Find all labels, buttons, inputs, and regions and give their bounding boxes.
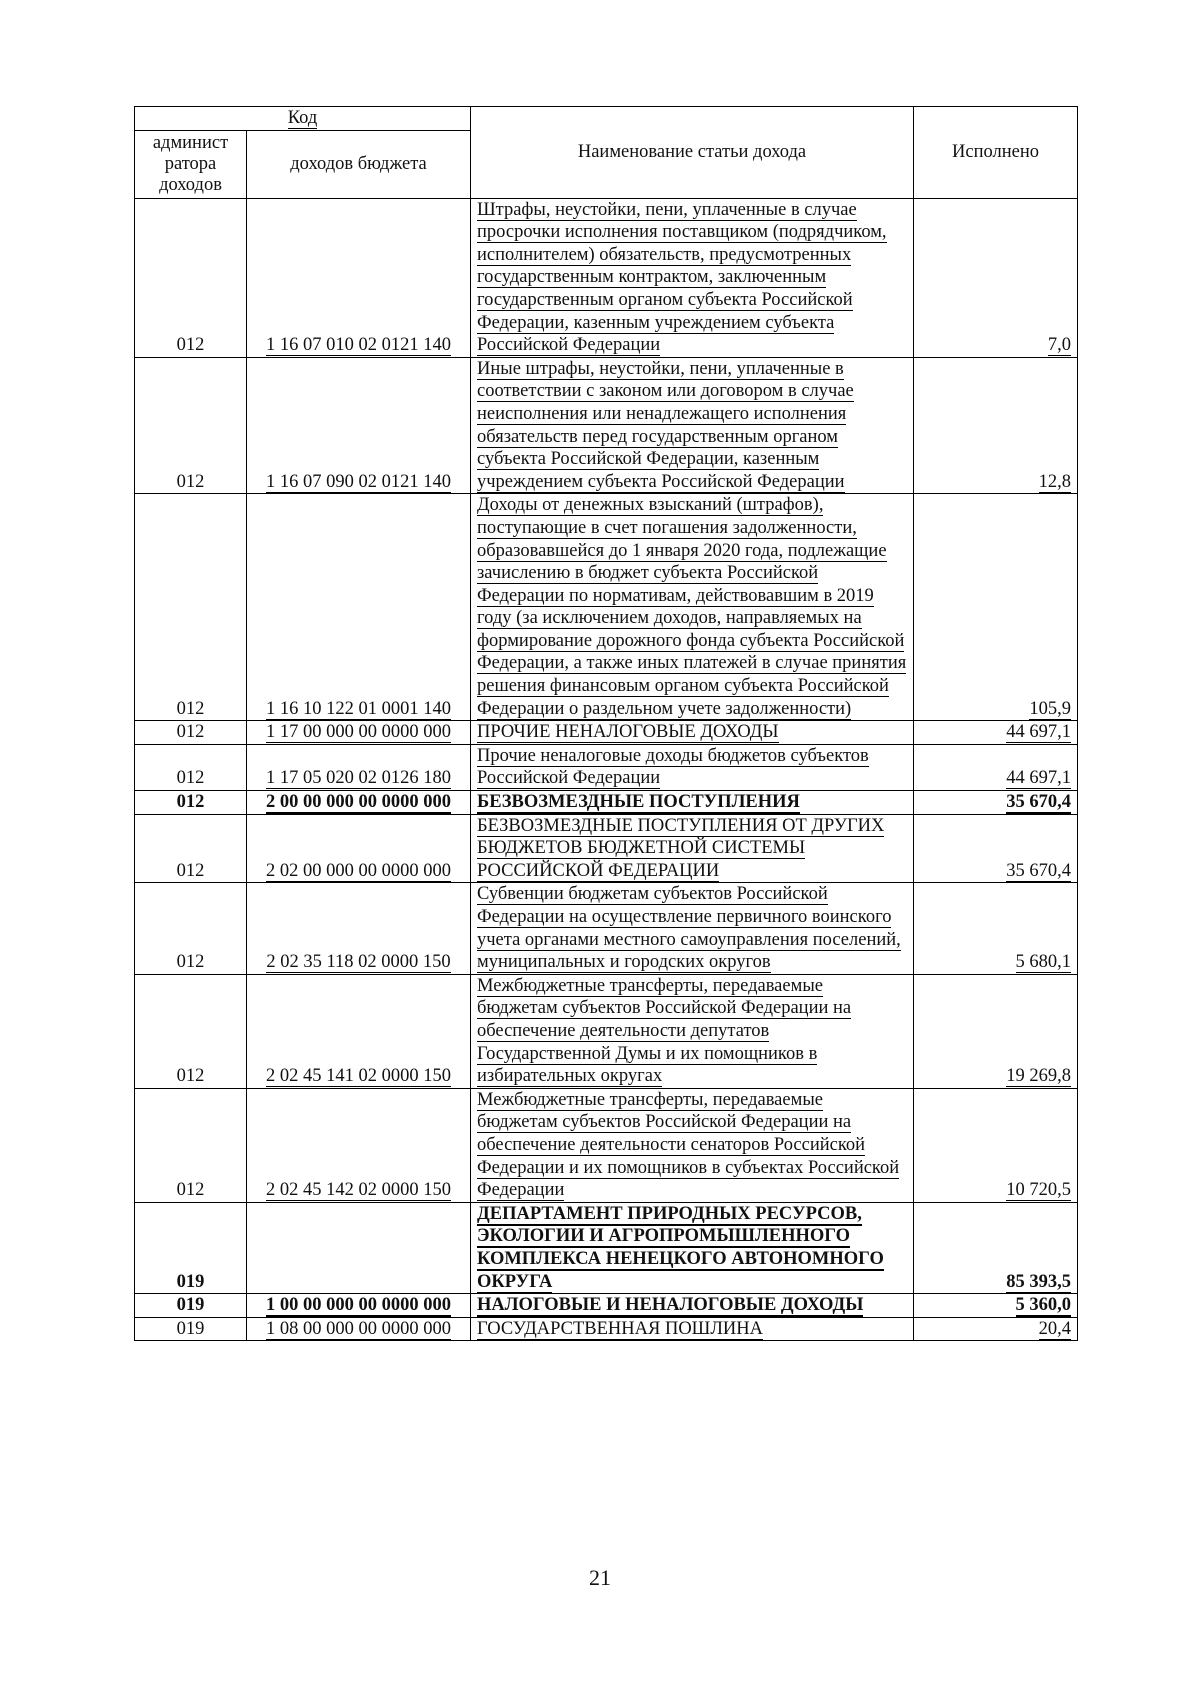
table-row bbox=[135, 791, 1078, 815]
header-admin: админист ратора доходов bbox=[135, 130, 247, 198]
row-item-name: Межбюджетные трансферты, передаваемые бюджетам субъектов Российской Федерации на обеспечение деятельности сенаторов Российской Федерации и их помощников в субъектах Российской Федерации bbox=[471, 1088, 914, 1202]
header-budget: доходов бюджета bbox=[247, 130, 471, 198]
header-row-top bbox=[135, 107, 1078, 131]
row-admin-code: 012 bbox=[135, 1088, 247, 1202]
row-budget-code: 2 02 45 141 02 0000 150 bbox=[247, 974, 471, 1088]
row-amount: 19 269,8 bbox=[914, 974, 1078, 1088]
table-row bbox=[135, 974, 1078, 1088]
row-amount: 5 360,0 bbox=[914, 1294, 1078, 1318]
row-budget-code: 1 00 00 000 00 0000 000 bbox=[247, 1294, 471, 1318]
row-admin-code: 012 bbox=[135, 357, 247, 494]
header-executed: Исполнено bbox=[914, 107, 1078, 199]
row-amount: 10 720,5 bbox=[914, 1088, 1078, 1202]
revenue-table bbox=[134, 106, 1078, 1341]
table-row bbox=[135, 1202, 1078, 1293]
table-row bbox=[135, 1088, 1078, 1202]
table-row bbox=[135, 1294, 1078, 1318]
table-row bbox=[135, 494, 1078, 721]
row-amount: 105,9 bbox=[914, 494, 1078, 721]
row-amount: 44 697,1 bbox=[914, 744, 1078, 790]
row-budget-code: 1 08 00 000 00 0000 000 bbox=[247, 1317, 471, 1341]
row-admin-code: 012 bbox=[135, 721, 247, 745]
row-admin-code: 012 bbox=[135, 814, 247, 883]
row-admin-code: 012 bbox=[135, 744, 247, 790]
row-budget-code: 1 17 05 020 02 0126 180 bbox=[247, 744, 471, 790]
row-amount: 44 697,1 bbox=[914, 721, 1078, 745]
row-admin-code: 012 bbox=[135, 198, 247, 357]
row-admin-code: 019 bbox=[135, 1317, 247, 1341]
row-item-name: Прочие неналоговые доходы бюджетов субъектов Российской Федерации bbox=[471, 744, 914, 790]
row-item-name: Межбюджетные трансферты, передаваемые бюджетам субъектов Российской Федерации на обеспечение деятельности депутатов Государственной Думы и их помощников в избирательных округах bbox=[471, 974, 914, 1088]
row-budget-code: 1 16 10 122 01 0001 140 bbox=[247, 494, 471, 721]
table-row bbox=[135, 1317, 1078, 1341]
row-item-name: БЕЗВОЗМЕЗДНЫЕ ПОСТУПЛЕНИЯ ОТ ДРУГИХ БЮДЖЕТОВ БЮДЖЕТНОЙ СИСТЕМЫ РОССИЙСКОЙ ФЕДЕРАЦИИ bbox=[471, 814, 914, 883]
header-name: Наименование статьи дохода bbox=[471, 107, 914, 199]
row-admin-code: 012 bbox=[135, 494, 247, 721]
row-budget-code: 1 16 07 010 02 0121 140 bbox=[247, 198, 471, 357]
row-item-name: Субвенции бюджетам субъектов Российской Федерации на осуществление первичного воинского учета органами местного самоуправления поселений, муниципальных и городских округов bbox=[471, 883, 914, 974]
row-amount: 12,8 bbox=[914, 357, 1078, 494]
row-budget-code: 1 16 07 090 02 0121 140 bbox=[247, 357, 471, 494]
row-amount: 85 393,5 bbox=[914, 1202, 1078, 1293]
table-row bbox=[135, 744, 1078, 790]
row-item-name: ГОСУДАРСТВЕННАЯ ПОШЛИНА bbox=[471, 1317, 914, 1341]
table-row bbox=[135, 721, 1078, 745]
row-budget-code: 2 00 00 000 00 0000 000 bbox=[247, 791, 471, 815]
table-row bbox=[135, 198, 1078, 357]
header-code-group: Код bbox=[135, 107, 471, 131]
row-item-name: Штрафы, неустойки, пени, уплаченные в случае просрочки исполнения поставщиком (подрядчиком, исполнителем) обязательств, предусмотренных государственным контрактом, заключенным государственным органом субъекта Российской Федерации, казенным учреждением субъекта Российской Федерации bbox=[471, 198, 914, 357]
row-amount: 35 670,4 bbox=[914, 814, 1078, 883]
row-item-name: ДЕПАРТАМЕНТ ПРИРОДНЫХ РЕСУРСОВ, ЭКОЛОГИИ И АГРОПРОМЫШЛЕННОГО КОМПЛЕКСА НЕНЕЦКОГО АВТОНОМНОГО ОКРУГА bbox=[471, 1202, 914, 1293]
row-admin-code: 012 bbox=[135, 974, 247, 1088]
row-item-name: ПРОЧИЕ НЕНАЛОГОВЫЕ ДОХОДЫ bbox=[471, 721, 914, 745]
row-budget-code bbox=[247, 1202, 471, 1293]
row-admin-code: 019 bbox=[135, 1294, 247, 1318]
table-row bbox=[135, 883, 1078, 974]
row-budget-code: 2 02 00 000 00 0000 000 bbox=[247, 814, 471, 883]
table-row bbox=[135, 814, 1078, 883]
row-budget-code: 2 02 45 142 02 0000 150 bbox=[247, 1088, 471, 1202]
row-amount: 35 670,4 bbox=[914, 791, 1078, 815]
page-number: 21 bbox=[589, 1565, 611, 1590]
row-budget-code: 2 02 35 118 02 0000 150 bbox=[247, 883, 471, 974]
row-item-name: Иные штрафы, неустойки, пени, уплаченные в соответствии с законом или договором в случае неисполнения или ненадлежащего исполнения обязательств перед государственным органом субъекта Российской Федерации, казенным учреждением субъекта Российской Федерации bbox=[471, 357, 914, 494]
row-item-name: БЕЗВОЗМЕЗДНЫЕ ПОСТУПЛЕНИЯ bbox=[471, 791, 914, 815]
row-admin-code: 019 bbox=[135, 1202, 247, 1293]
row-amount: 7,0 bbox=[914, 198, 1078, 357]
row-amount: 20,4 bbox=[914, 1317, 1078, 1341]
row-item-name: НАЛОГОВЫЕ И НЕНАЛОГОВЫЕ ДОХОДЫ bbox=[471, 1294, 914, 1318]
row-admin-code: 012 bbox=[135, 883, 247, 974]
table-row bbox=[135, 357, 1078, 494]
row-admin-code: 012 bbox=[135, 791, 247, 815]
row-amount: 5 680,1 bbox=[914, 883, 1078, 974]
row-item-name: Доходы от денежных взысканий (штрафов), поступающие в счет погашения задолженности, образовавшейся до 1 января 2020 года, подлежащие зачислению в бюджет субъекта Российской Федерации по нормативам, действовавшим в 2019 году (за исключением доходов, направляемых на формирование дорожного фонда субъекта Российской Федерации, а также иных платежей в случае принятия решения финансовым органом субъекта Российской Федерации о раздельном учете задолженности) bbox=[471, 494, 914, 721]
row-budget-code: 1 17 00 000 00 0000 000 bbox=[247, 721, 471, 745]
